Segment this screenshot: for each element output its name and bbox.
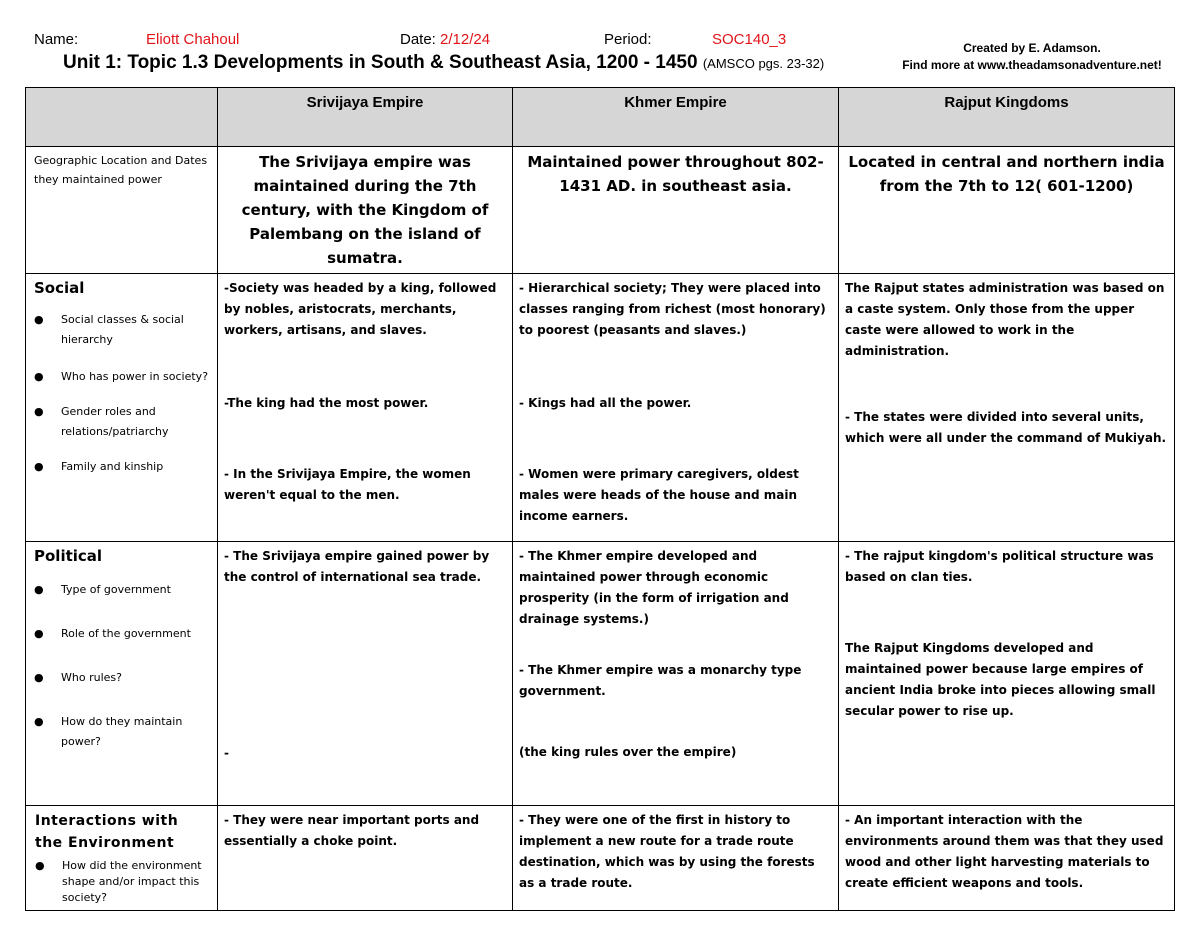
political-srivijaya [218,542,513,806]
title-main: Unit 1: Topic 1.3 Developments in South & Southeast Asia, 1200 - 1450 [63,52,698,73]
social-bullet-gender: ● Gender roles and relations/patriarchy [34,402,211,442]
column-header-srivijaya: Srivijaya Empire [218,88,513,147]
credit-website: Find more at www.theadamsonadventure.net! [902,58,1162,72]
page-title [63,52,824,74]
social-bullet-power: ● Who has power in society? [34,367,211,387]
environment-khmer: - They were one of the first in history to implement a new route for a trade route destination, which was by using the forests as a trade route. [513,806,839,911]
political-khmer-prosperity: - The Khmer empire developed and maintained power through economic prosperity (in the form of irrigation and drainage systems.) [519,549,789,626]
environment-label-cell [26,806,218,911]
political-bullet-maintain: ● How do they maintain power? [34,712,211,752]
political-bullet-type: ● Type of government [34,580,211,600]
social-title: Social [34,279,85,297]
date-label: Date: [400,31,441,48]
column-header-rajput: Rajput Kingdoms [839,88,1175,147]
comparison-table [25,87,1175,911]
period-label: Period: [604,31,652,48]
political-khmer-monarchy: - The Khmer empire was a monarchy type government. [519,663,802,698]
social-rajput-units: - The states were divided into several units, which were all under the command of Mukiyah. [845,410,1167,445]
environment-srivijaya: - They were near important ports and essentially a choke point. [218,806,513,911]
social-srivijaya [218,274,513,542]
social-rajput-caste: The Rajput states administration was based on a caste system. Only those from the upper caste were allowed to work in the administration. [845,281,1165,358]
political-label-cell [26,542,218,806]
environment-rajput: - An important interaction with the environments around them was that they used wood and other light harvesting materials to create efficient weapons and tools. [839,806,1175,911]
political-khmer-king: (the king rules over the empire) [519,745,737,759]
column-header-khmer: Khmer Empire [513,88,839,147]
date-field [400,31,490,48]
environment-row [26,806,1175,911]
social-srivijaya-gender: - In the Srivijaya Empire, the women weren't equal to the men. [224,467,471,502]
political-title: Political [34,547,103,565]
credit-block [892,40,1172,74]
geo-label: Geographic Location and Dates they maintained power [34,154,208,186]
social-bullet-list [34,310,211,477]
environment-bullet-impact: ● How did the environment shape and/or impact this society? [35,858,211,906]
name-value: Eliott Chahoul [146,31,240,48]
social-srivijaya-hierarchy: -Society was headed by a king, followed by nobles, aristocrats, merchants, workers, artisans, and slaves. [224,281,497,337]
date-value: 2/12/24 [440,31,491,48]
political-rajput-clan: - The rajput kingdom's political structure was based on clan ties. [845,549,1154,584]
header-corner-cell [26,88,218,147]
political-bullet-role: ● Role of the government [34,624,211,644]
political-row [26,542,1175,806]
environment-bullet-list [35,858,211,906]
social-khmer [513,274,839,542]
social-label-cell [26,274,218,542]
political-rajput [839,542,1175,806]
political-bullet-rules: ● Who rules? [34,668,211,688]
social-khmer-hierarchy: - Hierarchical society; They were placed into classes ranging from richest (most honorary) to poorest (peasants and slaves.) [519,281,826,337]
social-bullet-classes: ● Social classes & social hierarchy [34,310,211,350]
geo-label-cell [26,147,218,274]
political-rajput-power: The Rajput Kingdoms developed and maintained power because large empires of ancient India broke into pieces allowing small secular power to rise up. [845,641,1156,718]
geo-khmer: Maintained power throughout 802-1431 AD. in southeast asia. [513,147,839,274]
period-value: SOC140_3 [712,31,787,48]
name-label: Name: [34,31,79,48]
header-row [26,88,1175,147]
social-row [26,274,1175,542]
political-khmer [513,542,839,806]
political-srivijaya-trade: - The Srivijaya empire gained power by the control of international sea trade. [224,549,490,584]
political-srivijaya-blank: - [224,746,229,760]
credit-author: Created by E. Adamson. [963,41,1101,55]
geo-row [26,147,1175,274]
political-bullet-list [34,580,211,752]
social-srivijaya-power: -The king had the most power. [224,396,429,410]
social-khmer-gender: - Women were primary caregivers, oldest males were heads of the house and main income earners. [519,467,799,523]
environment-title: Interactions with the Environment [35,813,179,851]
title-sub: (AMSCO pgs. 23-32) [702,56,825,71]
social-rajput [839,274,1175,542]
geo-srivijaya: The Srivijaya empire was maintained during the 7th century, with the Kingdom of Palembang on the island of sumatra. [218,147,513,274]
social-khmer-power: - Kings had all the power. [519,396,692,410]
social-bullet-family: ● Family and kinship [34,457,211,477]
geo-rajput: Located in central and northern india from the 7th to 12( 601-1200) [839,147,1175,274]
